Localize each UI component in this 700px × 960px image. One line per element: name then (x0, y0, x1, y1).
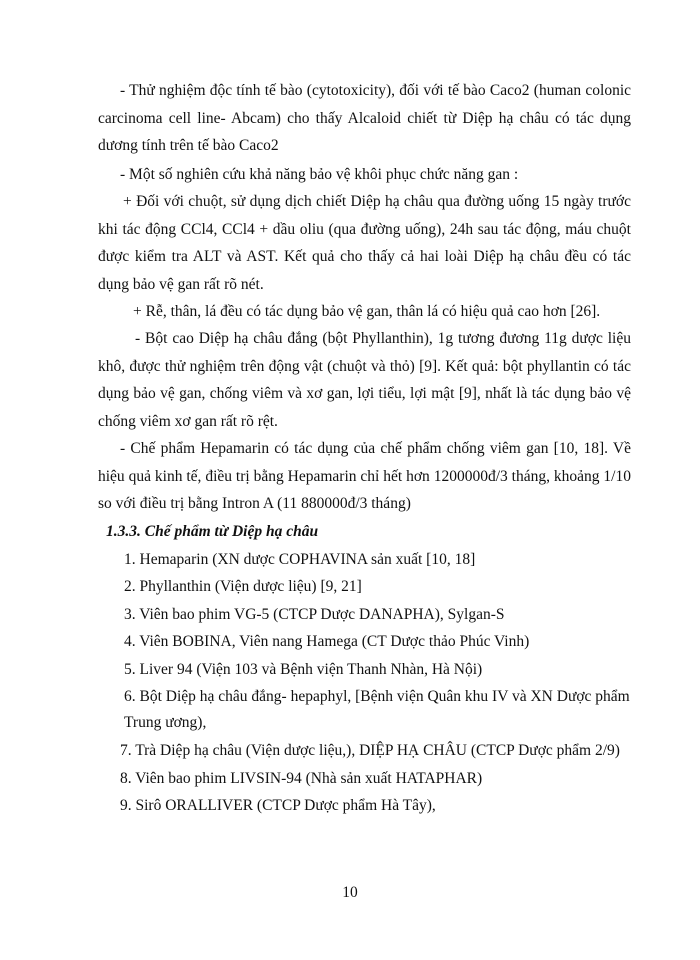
paragraph-liver-protection-intro: - Một số nghiên cứu khả năng bảo vệ khôi phục chức năng gan : (120, 166, 519, 183)
paragraph-mouse-study: + Đối với chuột, sử dụng dịch chiết Diệp hạ châu qua đường uống 15 ngày trước khi tác động CCl4, CCl4 + dầu oliu (qua đường uống), 24h sau tác động, máu chuột được kiểm tra ALT và AST. Kết quả cho thấy cả hai loài Diệp hạ châu đều có tác dụng bảo vệ gan rất rõ nét. (98, 193, 631, 293)
list-item: 1. Hemaparin (XN dược COPHAVINA sản xuất [10, 18] (124, 551, 476, 568)
section-heading: 1.3.3. Chế phẩm từ Diệp hạ châu (106, 523, 319, 540)
paragraph-phyllanthin-powder: - Bột cao Diệp hạ châu đắng (bột Phyllanthin), 1g tương đương 11g dược liệu khô, được thử nghiệm trên động vật (chuột và thỏ) [9]. Kết quả: bột phyllantin có tác dụng bảo vệ gan, chống viêm và xơ gan, lợi tiểu, lợi mật [9], nhất là tác dụng bảo vệ chống viêm xơ gan rất rõ rệt. (98, 330, 631, 430)
list-item: 3. Viên bao phim VG-5 (CTCP Dược DANAPHA), Sylgan-S (124, 606, 505, 623)
list-item: 2. Phyllanthin (Viện dược liệu) [9, 21] (124, 578, 362, 595)
list-item: 6. Bột Diệp hạ châu đắng- hepaphyl, [Bệnh viện Quân khu IV và XN Dược phẩm Trung ương), (124, 688, 630, 731)
paragraph-root-stem-leaf: + Rễ, thân, lá đều có tác dụng bảo vệ gan, thân lá có hiệu quả cao hơn [26]. (133, 303, 601, 320)
list-item: 8. Viên bao phim LIVSIN-94 (Nhà sản xuất HATAPHAR) (120, 770, 483, 787)
paragraph-hepamarin: - Chế phẩm Hepamarin có tác dụng của chế phẩm chống viêm gan [10, 18]. Về hiệu quả kinh tế, điều trị bằng Hepamarin chỉ hết hơn 1200000đ/3 tháng, khoảng 1/10 so với điều trị bằng Intron A (11 880000đ/3 tháng) (98, 440, 631, 512)
list-item: 7. Trà Diệp hạ châu (Viện dược liệu,), DIỆP HẠ CHÂU (CTCP Dược phẩm 2/9) (120, 742, 620, 759)
paragraph-cytotoxicity: - Thử nghiệm độc tính tế bào (cytotoxicity), đối với tế bào Caco2 (human colonic carcinoma cell line- Abcam) cho thấy Alcaloid chiết từ Diệp hạ châu có tác dụng dương tính trên tế bào Caco2 (98, 82, 631, 154)
list-item: 4. Viên BOBINA, Viên nang Hamega (CT Dược thảo Phúc Vinh) (124, 633, 530, 650)
list-item: 9. Sirô ORALLIVER (CTCP Dược phẩm Hà Tây), (120, 797, 436, 814)
page-number: 10 (342, 884, 358, 901)
list-item: 5. Liver 94 (Viện 103 và Bệnh viện Thanh Nhàn, Hà Nội) (124, 661, 483, 678)
